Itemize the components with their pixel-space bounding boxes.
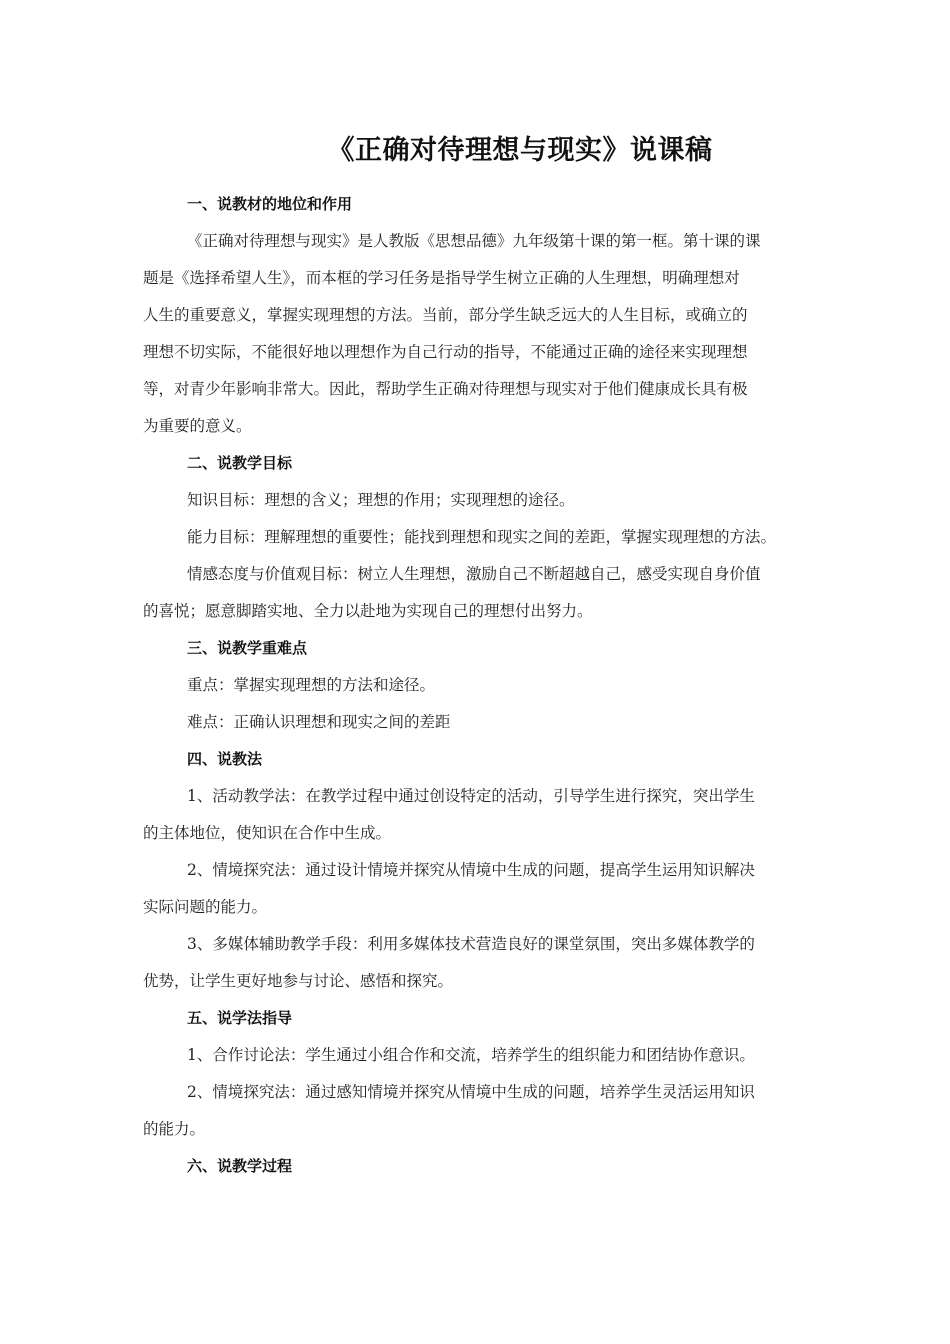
section-heading: 五、说学法指导 bbox=[187, 1009, 293, 1027]
paragraph-line: 为重要的意义。 bbox=[143, 417, 252, 435]
paragraph-line: 《正确对待理想与现实》是人教版《思想品德》九年级第十课的第一框。第十课的课 bbox=[187, 232, 761, 250]
paragraph-line: 重点：掌握实现理想的方法和途径。 bbox=[187, 676, 436, 694]
paragraph-line: 能力目标：理解理想的重要性；能找到理想和现实之间的差距，掌握实现理想的方法。 bbox=[187, 528, 777, 546]
paragraph-line: 人生的重要意义，掌握实现理想的方法。当前，部分学生缺乏远大的人生目标，或确立的 bbox=[143, 306, 748, 324]
paragraph-line: 1、合作讨论法：学生通过小组合作和交流，培养学生的组织能力和团结协作意识。 bbox=[187, 1046, 755, 1064]
section-heading: 二、说教学目标 bbox=[187, 454, 293, 472]
paragraph-line: 情感态度与价值观目标：树立人生理想，激励自己不断超越自己，感受实现自身价值 bbox=[187, 565, 761, 583]
paragraph-line: 2、情境探究法：通过感知情境并探究从情境中生成的问题，培养学生灵活运用知识 bbox=[187, 1083, 755, 1101]
paragraph-line: 的喜悦；愿意脚踏实地、全力以赴地为实现自己的理想付出努力。 bbox=[143, 602, 593, 620]
paragraph-line: 的能力。 bbox=[143, 1120, 206, 1138]
document-title: 《正确对待理想与现实》说课稿 bbox=[327, 135, 713, 166]
section-heading: 四、说教法 bbox=[187, 750, 263, 768]
paragraph-line: 理想不切实际，不能很好地以理想作为自己行动的指导，不能通过正确的途径来实现理想 bbox=[143, 343, 748, 361]
paragraph-line: 1、活动教学法：在教学过程中通过创设特定的活动，引导学生进行探究，突出学生 bbox=[187, 787, 755, 805]
paragraph-line: 知识目标：理想的含义；理想的作用；实现理想的途径。 bbox=[187, 491, 575, 509]
paragraph-line: 优势，让学生更好地参与讨论、感悟和探究。 bbox=[143, 972, 454, 990]
paragraph-line: 的主体地位，使知识在合作中生成。 bbox=[143, 824, 392, 842]
paragraph-line: 题是《选择希望人生》，而本框的学习任务是指导学生树立正确的人生理想，明确理想对 bbox=[143, 269, 740, 287]
paragraph-line: 3、多媒体辅助教学手段：利用多媒体技术营造良好的课堂氛围，突出多媒体教学的 bbox=[187, 935, 755, 953]
section-heading: 一、说教材的地位和作用 bbox=[187, 195, 353, 213]
paragraph-line: 实际问题的能力。 bbox=[143, 898, 268, 916]
document-body bbox=[143, 186, 815, 1185]
section-heading: 六、说教学过程 bbox=[187, 1157, 293, 1175]
paragraph-line: 难点：正确认识理想和现实之间的差距 bbox=[187, 713, 451, 731]
paragraph-line: 等，对青少年影响非常大。因此，帮助学生正确对待理想与现实对于他们健康成长具有极 bbox=[143, 380, 748, 398]
paragraph-line: 2、情境探究法：通过设计情境并探究从情境中生成的问题，提高学生运用知识解决 bbox=[187, 861, 755, 879]
section-heading: 三、说教学重难点 bbox=[187, 639, 308, 657]
